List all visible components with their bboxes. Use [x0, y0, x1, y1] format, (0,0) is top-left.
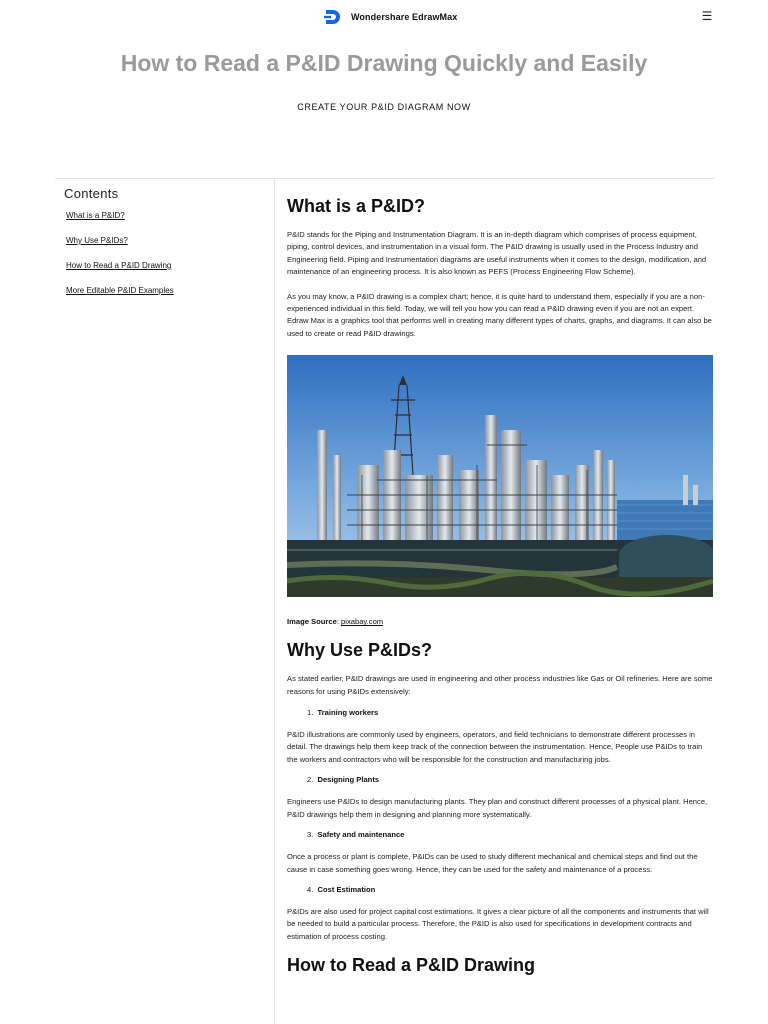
section-heading-how-to-read: How to Read a P&ID Drawing	[287, 955, 536, 976]
list-number: 4.	[307, 884, 314, 894]
list-number: 3.	[307, 830, 314, 840]
list-item-title: Designing Plants	[317, 775, 380, 785]
page-title: How to Read a P&ID Drawing Quickly and Easily	[120, 50, 648, 76]
horizontal-divider	[55, 178, 714, 179]
table-of-contents	[64, 186, 264, 311]
list-number: 1.	[307, 708, 314, 718]
create-diagram-cta-label[interactable]: CREATE YOUR P&ID DIAGRAM NOW	[297, 102, 471, 112]
section-heading-why-use-pids: Why Use P&IDs?	[287, 640, 433, 661]
list-item-title: Training workers	[317, 708, 379, 718]
list-item	[287, 830, 713, 839]
paragraph: As stated earlier, P&ID drawings are used in engineering and other process industries like Gas or Oil refineries. Here are some reasons for using P&IDs extensively:	[287, 674, 713, 696]
paragraph: As you may know, a P&ID drawing is a complex chart; hence, it is quite hard to understand them, especially if you are a non-experienced individual in this field. Today, we will tell you how you can read a P&ID drawing even if you are not an expert. Edraw Max is a graphics tool that performs well in creating many different types of charts, graphs, and diagrams. It can also be used to create or read P&ID drawings.	[287, 291, 712, 338]
paragraph: P&ID stands for the Piping and Instrumentation Diagram. It is an in-depth diagram which comprises of process equipment, piping, control devices, and instrumentation in a visual form. The P&ID drawing is usually used in the Process Industry and Engineering field. Piping and Instrumentation diagrams are useful instruments when it comes to the design, modification, and maintenance of an engineering process. It is also known as PEFS (Process Engineering Flow Scheme).	[287, 230, 707, 277]
list-item-title: Cost Estimation	[317, 884, 376, 894]
list-item	[287, 775, 713, 784]
toc-link-more-examples[interactable]: More Editable P&ID Examples	[66, 286, 174, 295]
brand-link[interactable]	[323, 7, 457, 27]
paragraph: Once a process or plant is complete, P&IDs can be used to study different mechanical and chemical steps and find out the cause in case something goes wrong. Hence, they can be used for the safety and maintenance of a process.	[287, 852, 698, 874]
image-caption: Image Source: pixabay.com	[287, 617, 384, 627]
article-body	[287, 196, 713, 976]
top-navigation-bar	[0, 0, 768, 36]
toc-title: Contents	[64, 186, 119, 201]
image-source-link[interactable]: pixabay.com	[341, 617, 384, 627]
hamburger-menu-icon[interactable]: ☰	[701, 9, 713, 23]
paragraph: P&IDs are also used for project capital cost estimations. It gives a clear picture of all the components and instruments that will be needed to build a particular process. Therefore, the P&ID is also used for specifications in development contracts and estimation of process costing.	[287, 906, 709, 941]
paragraph: P&ID illustrations are commonly used by engineers, operators, and field technicians to demonstrate different processes in detail. The drawings help them keep track of the connection between the instrumentation. Hence, People use P&IDs to train the workers and contractors who will be responsible for the construction and manufacturing jobs.	[287, 730, 703, 764]
create-diagram-cta[interactable]	[0, 102, 768, 112]
list-item	[287, 708, 713, 717]
vertical-divider	[274, 178, 275, 1024]
toc-link-why-use-pids[interactable]: Why Use P&IDs?	[66, 236, 128, 245]
toc-link-how-to-read[interactable]: How to Read a P&ID Drawing	[66, 261, 172, 270]
toc-link-what-is-pid[interactable]: What is a P&ID?	[66, 211, 125, 220]
caption-label: Image Source	[287, 617, 337, 627]
section-heading-what-is-pid: What is a P&ID?	[287, 196, 426, 216]
list-item-title: Safety and maintenance	[317, 830, 405, 840]
list-number: 2.	[307, 775, 314, 785]
list-item	[287, 885, 713, 894]
refinery-photo	[287, 355, 713, 597]
brand-name: Wondershare EdrawMax	[351, 12, 458, 22]
edrawmax-logo-icon	[323, 7, 343, 27]
paragraph: Engineers use P&IDs to design manufacturing plants. They plan and construct different processes of a physical plant. Hence, P&ID drawings help them in designing and planning more systematically.	[287, 797, 708, 819]
